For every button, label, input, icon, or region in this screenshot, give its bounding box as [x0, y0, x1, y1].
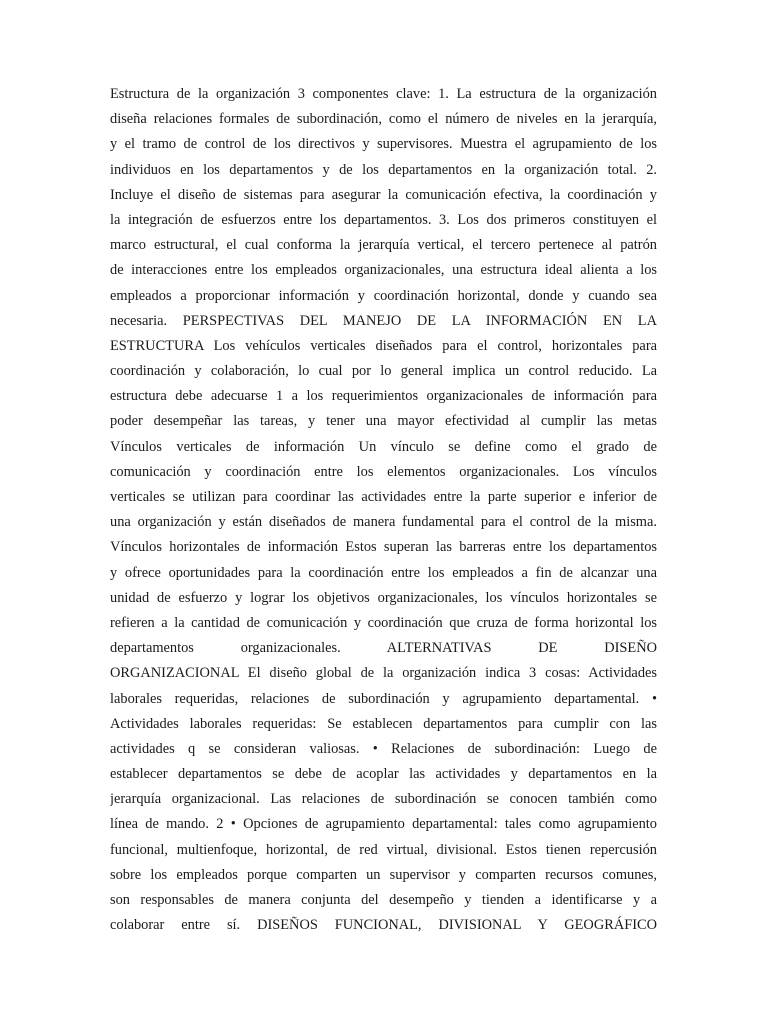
text-line: laborales requeridas, relaciones de subordinación y agrupamiento departamental. •	[110, 690, 657, 707]
text-line: empleados a proporcionar información y coordinación horizontal, donde y cuando sea	[110, 287, 657, 304]
text-line: y el tramo de control de los directivos y supervisores. Muestra el agrupamiento de los	[110, 136, 657, 153]
text-line: estructura debe adecuarse 1 a los requerimientos organizacionales de información para	[110, 388, 657, 405]
text-line: Incluye el diseño de sistemas para asegurar la comunicación efectiva, la coordinación y	[110, 186, 657, 203]
text-line: Estructura de la organización 3 componentes clave: 1. La estructura de la organización	[110, 86, 657, 102]
text-line: ESTRUCTURA Los vehículos verticales diseñados para el control, horizontales para	[110, 337, 657, 354]
text-line: departamentos organizacionales. ALTERNATIVAS DE DISEÑO	[110, 640, 657, 657]
text-line: ORGANIZACIONAL El diseño global de la organización indica 3 cosas: Actividades	[110, 665, 657, 682]
text-line: unidad de esfuerzo y lograr los objetivos organizacionales, los vínculos horizontales se	[110, 589, 657, 606]
text-line: línea de mando. 2 • Opciones de agrupamiento departamental: tales como agrupamiento	[110, 816, 657, 833]
text-line: establecer departamentos se debe de acoplar las actividades y departamentos en la	[110, 766, 657, 783]
text-line: una organización y están diseñados de manera fundamental para el control de la misma.	[110, 514, 657, 531]
text-line: la integración de esfuerzos entre los departamentos. 3. Los dos primeros constituyen el	[110, 211, 657, 228]
text-line: individuos en los departamentos y de los departamentos en la organización total. 2.	[110, 161, 657, 178]
text-line: funcional, multienfoque, horizontal, de red virtual, divisional. Estos tienen repercusión	[110, 841, 657, 858]
text-line: de interacciones entre los empleados organizacionales, una estructura ideal alienta a los	[110, 262, 657, 279]
text-line: poder desempeñar las tareas, y tener una mayor efectividad al cumplir las metas	[110, 413, 657, 430]
text-line: sobre los empleados porque comparten un supervisor y comparten recursos comunes,	[110, 866, 657, 883]
text-line: colaborar entre sí. DISEÑOS FUNCIONAL, DIVISIONAL Y GEOGRÁFICO	[110, 917, 657, 934]
text-line: Vínculos verticales de información Un vínculo se define como el grado de	[110, 438, 657, 455]
text-line: Actividades laborales requeridas: Se establecen departamentos para cumplir con las	[110, 715, 657, 732]
text-line: comunicación y coordinación entre los elementos organizacionales. Los vínculos	[110, 463, 657, 480]
text-line: y ofrece oportunidades para la coordinación entre los empleados a fin de alcanzar una	[110, 564, 657, 581]
text-line: marco estructural, el cual conforma la jerarquía vertical, el tercero pertenece al patrón	[110, 237, 657, 254]
text-line: coordinación y colaboración, lo cual por lo general implica un control reducido. La	[110, 363, 657, 380]
text-line: diseña relaciones formales de subordinación, como el número de niveles en la jerarquía,	[110, 111, 657, 128]
text-line: actividades q se consideran valiosas. • Relaciones de subordinación: Luego de	[110, 740, 657, 757]
text-line: son responsables de manera conjunta del desempeño y tienden a identificarse y a	[110, 892, 657, 908]
text-line: necesaria. PERSPECTIVAS DEL MANEJO DE LA INFORMACIÓN EN LA	[110, 312, 657, 329]
text-line: jerarquía organizacional. Las relaciones de subordinación se conocen también como	[110, 791, 657, 808]
body-text	[110, 82, 657, 938]
text-line: Vínculos horizontales de información Estos superan las barreras entre los departamentos	[110, 539, 657, 556]
text-line: refieren a la cantidad de comunicación y coordinación que cruza de forma horizontal los	[110, 614, 657, 631]
text-line: verticales se utilizan para coordinar las actividades entre la parte superior e inferior de	[110, 489, 657, 505]
